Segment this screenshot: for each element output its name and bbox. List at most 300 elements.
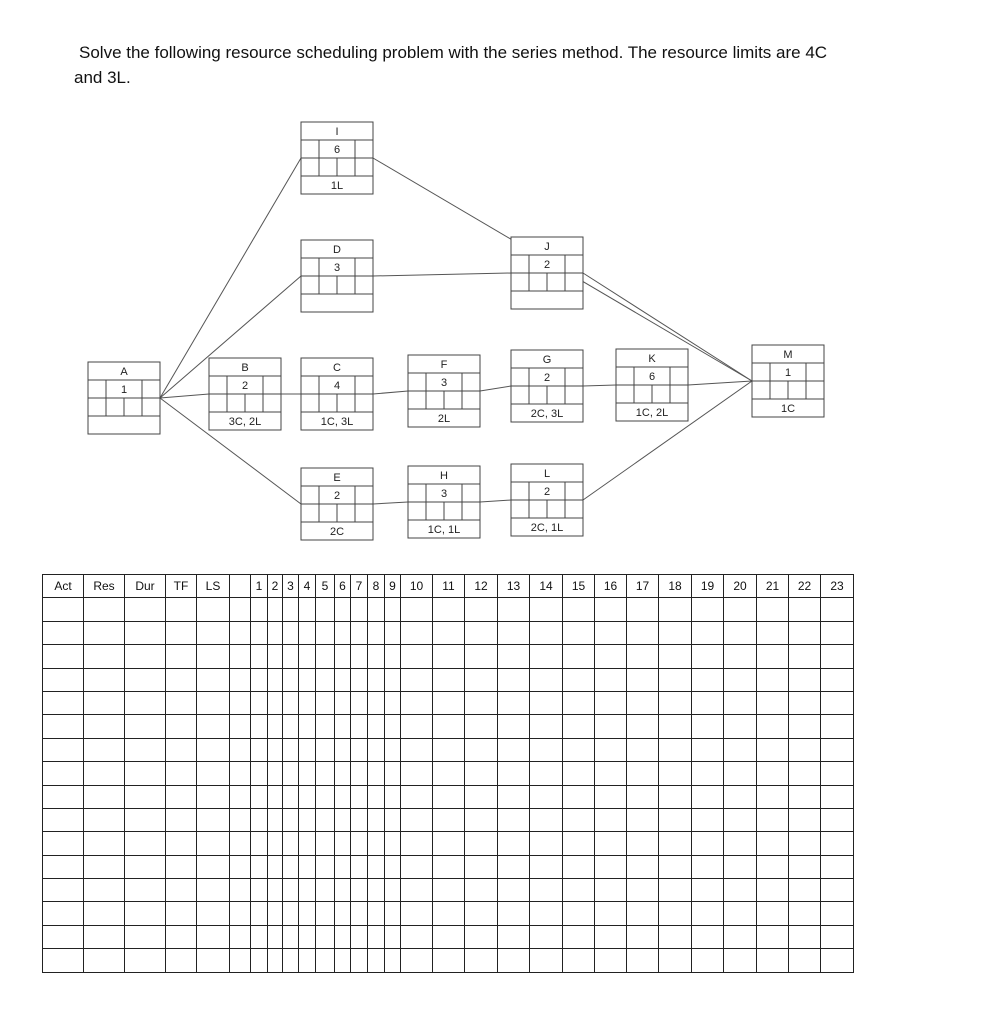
- period-cell: [251, 785, 268, 808]
- period-cell: [283, 621, 299, 644]
- period-cell: [724, 645, 757, 668]
- table-cell: [43, 645, 84, 668]
- period-cell: [595, 855, 627, 878]
- period-cell: [627, 925, 659, 948]
- period-cell: [368, 598, 385, 621]
- period-cell: [692, 738, 724, 761]
- header-period-23: 23: [821, 575, 854, 598]
- node-label-F: F: [440, 359, 448, 371]
- node-resources-K: 1C, 2L: [635, 407, 669, 419]
- period-cell: [627, 762, 659, 785]
- table-cell: [125, 949, 166, 972]
- period-cell: [627, 621, 659, 644]
- period-cell: [821, 621, 854, 644]
- table-cell: [84, 925, 125, 948]
- period-cell: [433, 785, 465, 808]
- table-cell: [166, 785, 197, 808]
- period-cell: [563, 762, 595, 785]
- period-cell: [351, 738, 368, 761]
- period-cell: [627, 808, 659, 831]
- activity-node-L: [511, 464, 583, 536]
- period-cell: [465, 762, 498, 785]
- node-resources-C: 1C, 3L: [320, 416, 354, 428]
- period-cell: [316, 808, 335, 831]
- period-cell: [530, 808, 563, 831]
- period-cell: [283, 715, 299, 738]
- period-cell: [757, 879, 789, 902]
- period-cell: [692, 808, 724, 831]
- table-cell: [125, 645, 166, 668]
- period-cell: [351, 879, 368, 902]
- table-cell: [43, 925, 84, 948]
- period-cell: [251, 902, 268, 925]
- period-cell: [316, 621, 335, 644]
- period-cell: [595, 598, 627, 621]
- period-cell: [351, 925, 368, 948]
- period-cell: [789, 855, 821, 878]
- period-cell: [335, 879, 351, 902]
- period-cell: [724, 762, 757, 785]
- period-cell: [757, 621, 789, 644]
- table-row: [43, 621, 854, 644]
- problem-line-1: Solve the following resource scheduling problem with the series method. The resource limits are 4C: [79, 43, 828, 62]
- period-cell: [368, 879, 385, 902]
- period-cell: [368, 738, 385, 761]
- period-cell: [530, 621, 563, 644]
- node-duration-M: 1: [784, 367, 792, 379]
- period-cell: [316, 832, 335, 855]
- header-period-8: 8: [368, 575, 385, 598]
- node-duration-E: 2: [333, 490, 341, 502]
- table-cell: [84, 902, 125, 925]
- table-gap-cell: [230, 949, 251, 972]
- table-cell: [84, 738, 125, 761]
- period-cell: [530, 715, 563, 738]
- period-cell: [692, 785, 724, 808]
- header-act: Act: [43, 575, 84, 598]
- period-cell: [251, 762, 268, 785]
- period-cell: [401, 691, 433, 714]
- activity-node-F: [408, 355, 480, 427]
- period-cell: [659, 785, 692, 808]
- period-cell: [368, 621, 385, 644]
- period-cell: [316, 691, 335, 714]
- period-cell: [401, 949, 433, 972]
- period-cell: [821, 902, 854, 925]
- period-cell: [692, 832, 724, 855]
- period-cell: [627, 785, 659, 808]
- header-period-6: 6: [335, 575, 351, 598]
- period-cell: [316, 949, 335, 972]
- period-cell: [821, 645, 854, 668]
- period-cell: [757, 598, 789, 621]
- period-cell: [821, 598, 854, 621]
- period-cell: [433, 715, 465, 738]
- period-cell: [385, 621, 401, 644]
- period-cell: [692, 621, 724, 644]
- activity-node-K: [616, 349, 688, 421]
- period-cell: [283, 785, 299, 808]
- period-cell: [789, 785, 821, 808]
- period-cell: [385, 645, 401, 668]
- period-cell: [659, 949, 692, 972]
- period-cell: [465, 785, 498, 808]
- period-cell: [401, 902, 433, 925]
- period-cell: [563, 855, 595, 878]
- node-duration-F: 3: [440, 377, 448, 389]
- table-gap-cell: [230, 762, 251, 785]
- table-cell: [197, 738, 230, 761]
- activity-node-C: [301, 358, 373, 430]
- table-cell: [84, 668, 125, 691]
- period-cell: [251, 808, 268, 831]
- period-cell: [368, 902, 385, 925]
- table-row: [43, 645, 854, 668]
- node-label-B: B: [241, 362, 249, 374]
- period-cell: [498, 715, 530, 738]
- period-cell: [401, 668, 433, 691]
- period-cell: [268, 902, 283, 925]
- period-cell: [530, 598, 563, 621]
- period-cell: [465, 879, 498, 902]
- node-resources-L: 2C, 1L: [530, 522, 564, 534]
- period-cell: [351, 715, 368, 738]
- period-cell: [789, 691, 821, 714]
- table-cell: [197, 645, 230, 668]
- table-row: [43, 925, 854, 948]
- period-cell: [530, 645, 563, 668]
- period-cell: [433, 598, 465, 621]
- table-cell: [43, 598, 84, 621]
- period-cell: [251, 598, 268, 621]
- period-cell: [563, 902, 595, 925]
- period-cell: [530, 762, 563, 785]
- period-cell: [692, 949, 724, 972]
- period-cell: [498, 785, 530, 808]
- table-cell: [84, 855, 125, 878]
- table-row: [43, 691, 854, 714]
- period-cell: [283, 949, 299, 972]
- table-cell: [43, 879, 84, 902]
- period-cell: [351, 668, 368, 691]
- period-cell: [351, 855, 368, 878]
- period-cell: [498, 645, 530, 668]
- period-cell: [283, 691, 299, 714]
- period-cell: [401, 832, 433, 855]
- node-label-A: A: [120, 366, 128, 378]
- table-row: [43, 855, 854, 878]
- period-cell: [385, 808, 401, 831]
- period-cell: [368, 808, 385, 831]
- period-cell: [251, 855, 268, 878]
- table-row: [43, 762, 854, 785]
- period-cell: [368, 785, 385, 808]
- period-cell: [498, 855, 530, 878]
- period-cell: [563, 621, 595, 644]
- period-cell: [498, 902, 530, 925]
- period-cell: [401, 715, 433, 738]
- period-cell: [335, 668, 351, 691]
- period-cell: [563, 715, 595, 738]
- edge-E-H: [373, 502, 408, 504]
- period-cell: [595, 715, 627, 738]
- header-ls: LS: [197, 575, 230, 598]
- table-row: [43, 808, 854, 831]
- node-resources-E: 2C: [329, 526, 345, 538]
- period-cell: [335, 715, 351, 738]
- period-cell: [530, 949, 563, 972]
- node-duration-J: 2: [543, 259, 551, 271]
- period-cell: [299, 762, 316, 785]
- table-gap-cell: [230, 738, 251, 761]
- header-period-22: 22: [789, 575, 821, 598]
- period-cell: [316, 925, 335, 948]
- table-gap-cell: [230, 691, 251, 714]
- period-cell: [283, 808, 299, 831]
- period-cell: [351, 949, 368, 972]
- period-cell: [401, 855, 433, 878]
- header-period-13: 13: [498, 575, 530, 598]
- edge-G-K: [583, 385, 616, 386]
- period-cell: [659, 598, 692, 621]
- period-cell: [268, 785, 283, 808]
- period-cell: [251, 645, 268, 668]
- activity-node-A: [88, 362, 160, 434]
- period-cell: [268, 855, 283, 878]
- table-cell: [84, 808, 125, 831]
- period-cell: [595, 808, 627, 831]
- header-period-16: 16: [595, 575, 627, 598]
- period-cell: [283, 879, 299, 902]
- period-cell: [268, 715, 283, 738]
- period-cell: [251, 925, 268, 948]
- table-cell: [166, 879, 197, 902]
- table-row: [43, 879, 854, 902]
- period-cell: [595, 645, 627, 668]
- period-cell: [433, 879, 465, 902]
- table-cell: [197, 902, 230, 925]
- activity-node-B: [209, 358, 281, 430]
- header-dur: Dur: [125, 575, 166, 598]
- node-resources-H: 1C, 1L: [427, 524, 461, 536]
- period-cell: [757, 691, 789, 714]
- period-cell: [498, 832, 530, 855]
- period-cell: [283, 855, 299, 878]
- period-cell: [465, 832, 498, 855]
- table-cell: [84, 879, 125, 902]
- period-cell: [465, 902, 498, 925]
- table-cell: [84, 621, 125, 644]
- period-cell: [465, 621, 498, 644]
- node-duration-D: 3: [333, 262, 341, 274]
- table-cell: [166, 832, 197, 855]
- node-resources-I: 1L: [330, 180, 344, 192]
- period-cell: [757, 832, 789, 855]
- period-cell: [659, 855, 692, 878]
- table-gap-cell: [230, 645, 251, 668]
- period-cell: [465, 855, 498, 878]
- period-cell: [251, 621, 268, 644]
- period-cell: [595, 785, 627, 808]
- table-gap-cell: [230, 808, 251, 831]
- period-cell: [401, 879, 433, 902]
- period-cell: [724, 855, 757, 878]
- period-cell: [268, 691, 283, 714]
- edge-F-G: [480, 386, 511, 391]
- period-cell: [283, 645, 299, 668]
- period-cell: [530, 855, 563, 878]
- table-cell: [84, 715, 125, 738]
- node-label-E: E: [333, 472, 341, 484]
- period-cell: [299, 902, 316, 925]
- period-cell: [385, 879, 401, 902]
- period-cell: [821, 879, 854, 902]
- table-cell: [166, 645, 197, 668]
- table-gap-cell: [230, 879, 251, 902]
- period-cell: [563, 668, 595, 691]
- table-cell: [43, 715, 84, 738]
- period-cell: [627, 902, 659, 925]
- period-cell: [368, 925, 385, 948]
- period-cell: [299, 855, 316, 878]
- period-cell: [335, 691, 351, 714]
- node-duration-K: 6: [648, 371, 656, 383]
- period-cell: [659, 879, 692, 902]
- period-cell: [530, 879, 563, 902]
- table-cell: [125, 762, 166, 785]
- table-cell: [197, 879, 230, 902]
- period-cell: [530, 902, 563, 925]
- period-cell: [659, 691, 692, 714]
- period-cell: [465, 949, 498, 972]
- period-cell: [385, 598, 401, 621]
- table-cell: [43, 691, 84, 714]
- period-cell: [251, 949, 268, 972]
- node-label-M: M: [783, 349, 793, 361]
- period-cell: [351, 691, 368, 714]
- activity-node-H: [408, 466, 480, 538]
- activity-node-M: [752, 345, 824, 417]
- period-cell: [401, 598, 433, 621]
- period-cell: [401, 762, 433, 785]
- period-cell: [789, 879, 821, 902]
- table-gap-cell: [230, 925, 251, 948]
- period-cell: [757, 855, 789, 878]
- node-duration-L: 2: [543, 486, 551, 498]
- period-cell: [821, 715, 854, 738]
- period-cell: [530, 785, 563, 808]
- table-cell: [166, 738, 197, 761]
- period-cell: [563, 598, 595, 621]
- period-cell: [595, 621, 627, 644]
- header-period-1: 1: [251, 575, 268, 598]
- period-cell: [283, 762, 299, 785]
- table-cell: [84, 645, 125, 668]
- node-label-C: C: [333, 362, 341, 374]
- period-cell: [659, 668, 692, 691]
- period-cell: [563, 808, 595, 831]
- period-cell: [316, 785, 335, 808]
- period-cell: [465, 668, 498, 691]
- period-cell: [385, 715, 401, 738]
- period-cell: [757, 762, 789, 785]
- period-cell: [498, 808, 530, 831]
- table-row: [43, 902, 854, 925]
- period-cell: [659, 621, 692, 644]
- period-cell: [659, 715, 692, 738]
- table-cell: [84, 598, 125, 621]
- period-cell: [692, 668, 724, 691]
- period-cell: [433, 855, 465, 878]
- period-cell: [251, 715, 268, 738]
- table-cell: [84, 832, 125, 855]
- period-cell: [659, 925, 692, 948]
- table-cell: [84, 691, 125, 714]
- period-cell: [268, 621, 283, 644]
- edge-H-L: [480, 500, 511, 502]
- period-cell: [299, 879, 316, 902]
- schedule-table: [42, 574, 854, 973]
- period-cell: [595, 668, 627, 691]
- period-cell: [268, 738, 283, 761]
- period-cell: [299, 645, 316, 668]
- period-cell: [595, 949, 627, 972]
- table-cell: [43, 668, 84, 691]
- table-cell: [166, 668, 197, 691]
- period-cell: [368, 668, 385, 691]
- header-period-15: 15: [563, 575, 595, 598]
- period-cell: [789, 902, 821, 925]
- period-cell: [283, 925, 299, 948]
- table-cell: [166, 762, 197, 785]
- header-period-14: 14: [530, 575, 563, 598]
- period-cell: [268, 879, 283, 902]
- table-cell: [197, 691, 230, 714]
- period-cell: [368, 762, 385, 785]
- period-cell: [498, 738, 530, 761]
- table-gap-cell: [230, 785, 251, 808]
- node-label-K: K: [648, 353, 656, 365]
- period-cell: [563, 949, 595, 972]
- period-cell: [595, 762, 627, 785]
- period-cell: [659, 832, 692, 855]
- table-cell: [197, 621, 230, 644]
- period-cell: [316, 902, 335, 925]
- period-cell: [316, 855, 335, 878]
- table-gap-cell: [230, 668, 251, 691]
- schedule-body: [43, 598, 854, 972]
- period-cell: [724, 598, 757, 621]
- period-cell: [498, 762, 530, 785]
- period-cell: [595, 738, 627, 761]
- period-cell: [283, 668, 299, 691]
- node-label-J: J: [544, 241, 550, 253]
- period-cell: [530, 832, 563, 855]
- period-cell: [401, 925, 433, 948]
- period-cell: [335, 621, 351, 644]
- period-cell: [595, 832, 627, 855]
- table-cell: [166, 691, 197, 714]
- period-cell: [595, 691, 627, 714]
- period-cell: [563, 691, 595, 714]
- table-cell: [197, 855, 230, 878]
- period-cell: [498, 598, 530, 621]
- period-cell: [335, 925, 351, 948]
- header-period-12: 12: [465, 575, 498, 598]
- edge-K-M: [688, 381, 752, 385]
- period-cell: [385, 949, 401, 972]
- node-duration-C: 4: [333, 380, 341, 392]
